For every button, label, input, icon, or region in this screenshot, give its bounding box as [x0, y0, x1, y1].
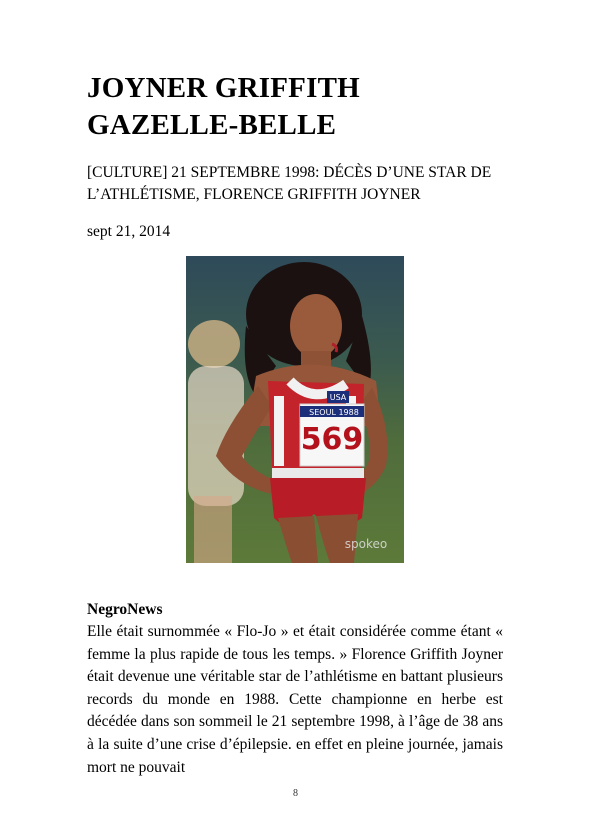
publish-date: sept 21, 2014 [87, 223, 171, 240]
article-title [87, 70, 527, 144]
article-body: Elle était surnommée « Flo-Jo » et était considérée comme étant « femme la plus rapide de tous les temps. » Florence Griffith Joyner était devenue une véritable star de l’athlétisme en battant plusieurs records du monde en 1988. Cette championne en herbe est décédée dans son sommeil le 21 septembre 1998, à l’âge de 38 ans à la suite d’une crise d’épilepsie. en effet en pleine journée, jamais mort ne pouvait [87, 623, 503, 776]
bib-event: SEOUL 1988 [309, 408, 359, 417]
bib-number: 569 [300, 422, 364, 457]
title-line-1: JOYNER GRIFFITH [87, 72, 360, 104]
photo-watermark: spokeo [344, 537, 388, 551]
article-subtitle: [CULTURE] 21 SEPTEMBRE 1998: DÉCÈS D’UNE STAR DE L’ATHLÉTISME, FLORENCE GRIFFITH JOYNER [87, 164, 492, 203]
title-line-2: GAZELLE-BELLE [87, 109, 337, 141]
page-number: 8 [293, 788, 298, 799]
bib-country: USA [329, 393, 347, 402]
athlete-photo [186, 256, 404, 563]
article-source: NegroNews [87, 601, 163, 618]
